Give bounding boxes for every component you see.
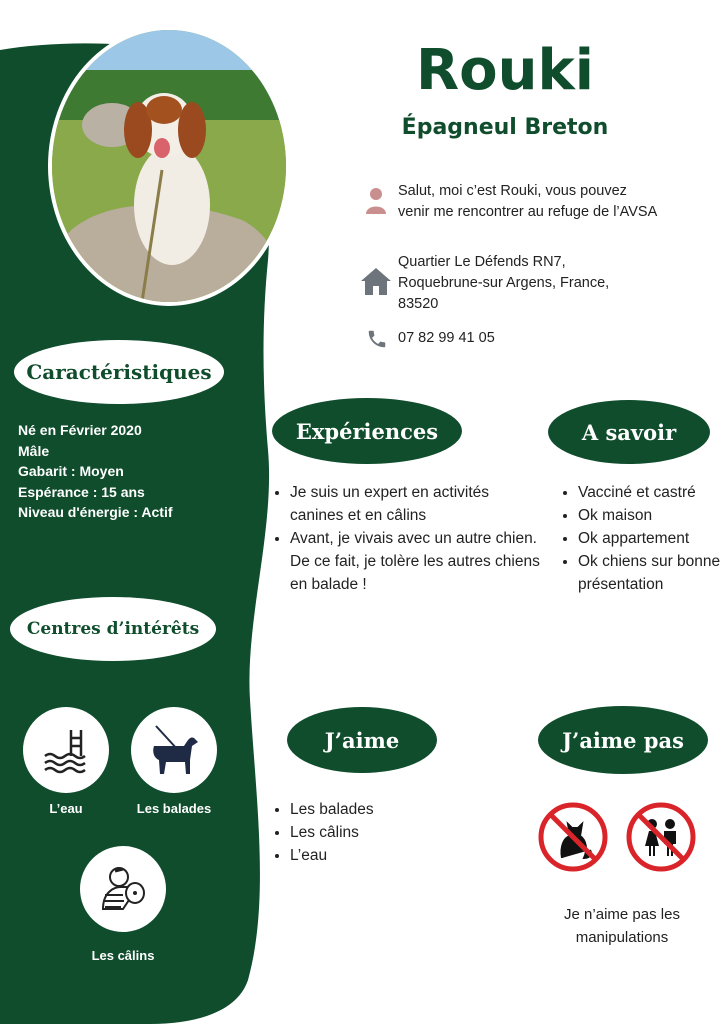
jaime-heading: J’aime <box>287 707 437 773</box>
char-item: Niveau d'énergie : Actif <box>18 504 173 520</box>
pool-icon <box>23 707 109 793</box>
phone-icon <box>366 328 388 355</box>
experience-item: • Je suis un expert en activités canines et en câlins <box>290 481 540 527</box>
a-savoir-heading: A savoir <box>548 400 710 464</box>
experiences-heading: Expériences <box>272 398 462 464</box>
a-savoir-item: • Ok chiens sur bonne présentation <box>578 550 724 596</box>
char-item: Espérance : 15 ans <box>18 483 145 500</box>
a-savoir-item: • Ok maison <box>578 504 724 527</box>
a-savoir-item: • Vacciné et castré <box>578 481 724 504</box>
dog-name: Rouki <box>416 38 594 103</box>
dog-photo <box>48 26 290 306</box>
char-item: Né en Février 2020 <box>18 422 142 438</box>
caracteristiques-list <box>18 420 173 523</box>
dog-walk-icon <box>131 707 217 793</box>
interet-label-balades: Les balades <box>136 801 212 816</box>
jaime-item: • Les câlins <box>290 821 490 844</box>
char-item: Gabarit : Moyen <box>18 463 124 479</box>
no-children-icon <box>626 802 696 877</box>
person-icon <box>364 186 388 221</box>
experience-item: • Avant, je vivais avec un autre chien. De ce fait, je tolère les autres chiens en balade ! <box>290 527 540 596</box>
interets-heading: Centres d’intérêts <box>10 597 216 661</box>
hug-icon <box>80 846 166 932</box>
address-text: Quartier Le Défends RN7, Roquebrune-sur Argens, France, 83520 <box>398 254 610 312</box>
jaime-list <box>272 798 490 867</box>
house-icon <box>360 266 392 301</box>
jaime-item: • Les balades <box>290 798 490 821</box>
no-cat-icon <box>538 802 608 877</box>
phone-number: 07 82 99 41 05 <box>398 330 495 346</box>
experiences-list <box>272 481 540 596</box>
char-item: Mâle <box>18 442 50 459</box>
jaime-pas-heading: J’aime pas <box>538 706 708 774</box>
interet-label-calins: Les câlins <box>91 948 155 963</box>
jaime-pas-note: Je n’aime pas les manipulations <box>564 906 680 946</box>
interet-label-eau: L’eau <box>49 801 83 816</box>
intro-text: Salut, moi c’est Rouki, vous pouvez venir me rencontrer au refuge de l’AVSA <box>398 183 658 220</box>
jaime-item: • L’eau <box>290 844 490 867</box>
caracteristiques-heading: Caractéristiques <box>14 340 224 404</box>
dog-breed: Épagneul Breton <box>401 115 609 140</box>
a-savoir-item: • Ok appartement <box>578 527 724 550</box>
a-savoir-list <box>560 481 724 596</box>
